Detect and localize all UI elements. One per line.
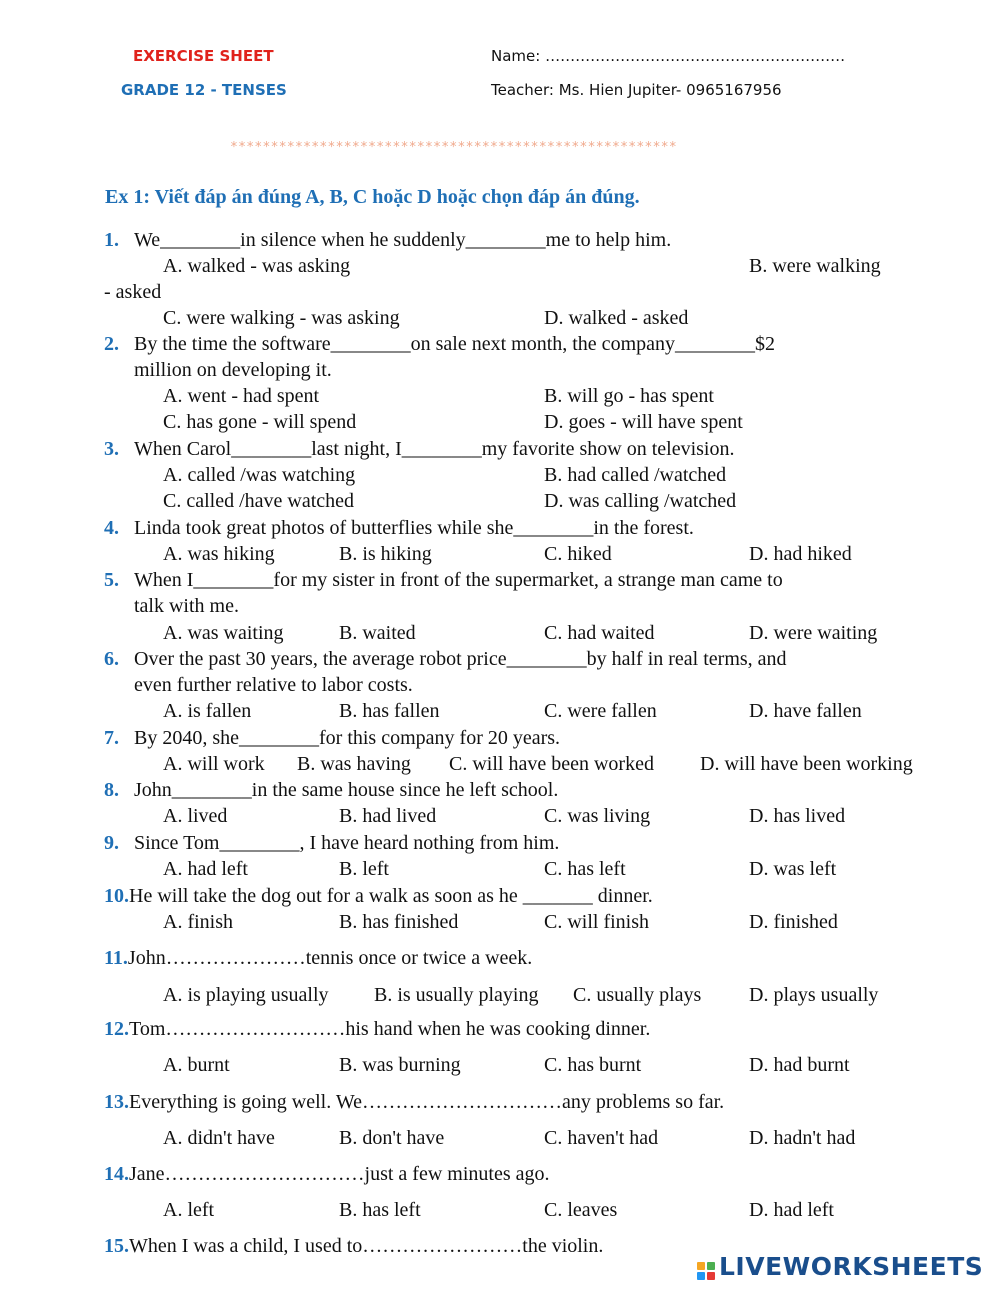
question-number: 2. [104,333,119,355]
question-2 [104,331,775,357]
question-9 [104,830,560,856]
question-number: 13. [104,1091,129,1113]
option-a[interactable]: A. walked - was asking [163,255,351,277]
question-text-line2: million on developing it. [134,359,332,381]
option-c[interactable]: C. was living [544,805,651,827]
option-d[interactable]: D. had burnt [749,1054,850,1076]
teacher-info: Teacher: Ms. Hien Jupiter- 0965167956 [491,81,782,99]
option-b[interactable]: B. were walking [749,255,881,277]
option-c[interactable]: C. has left [544,858,626,880]
sheet-title: EXERCISE SHEET [133,47,274,65]
option-c[interactable]: C. will finish [544,911,650,933]
question-text: Tom………………………his hand when he was cooking dinner. [129,1018,651,1040]
question-11 [104,945,532,971]
question-text-line2: even further relative to labor costs. [134,674,413,696]
question-text: When I was a child, I used to……………………the violin. [129,1235,604,1257]
question-text: John________in the same house since he left school. [134,779,559,801]
option-b[interactable]: B. was burning [339,1054,461,1076]
question-number: 10. [104,885,129,907]
question-text: Over the past 30 years, the average robot price________by half in real terms, and [134,648,787,670]
question-number: 14. [104,1163,129,1185]
question-text: John…………………tennis once or twice a week. [127,947,533,969]
question-text: Jane…………………………just a few minutes ago. [129,1163,550,1185]
option-d[interactable]: D. has lived [749,805,846,827]
question-3 [104,436,735,462]
question-6 [104,646,787,672]
option-a[interactable]: A. was waiting [163,622,284,644]
option-a[interactable]: A. is fallen [163,700,252,722]
option-b[interactable]: B. don't have [339,1127,445,1149]
option-a[interactable]: A. was hiking [163,543,275,565]
option-b[interactable]: B. is hiking [339,543,432,565]
question-text: We________in silence when he suddenly________me to help him. [134,229,672,251]
option-b[interactable]: B. is usually playing [374,984,539,1006]
option-b[interactable]: B. was having [297,753,411,775]
question-text: By 2040, she________for this company for 20 years. [134,727,561,749]
question-5 [104,567,783,593]
question-text: Everything is going well. We…………………………any problems so far. [129,1091,725,1113]
option-c[interactable]: C. called /have watched [163,490,355,512]
question-14 [104,1161,550,1187]
question-12 [104,1016,650,1042]
option-c[interactable]: C. had waited [544,622,655,644]
grade-title: GRADE 12 - TENSES [121,81,287,99]
logo-grid-icon [697,1262,715,1280]
option-c[interactable]: C. hiked [544,543,612,565]
option-a[interactable]: A. is playing usually [163,984,329,1006]
option-d[interactable]: D. finished [749,911,838,933]
logo-text: LIVEWORKSHEETS [719,1252,984,1281]
question-text: Linda took great photos of butterflies while she________in the forest. [134,517,694,539]
question-text-line2: talk with me. [134,595,239,617]
option-b[interactable]: B. left [339,858,389,880]
option-c[interactable]: C. has gone - will spend [163,411,357,433]
option-b[interactable]: B. had called /watched [544,464,727,486]
question-8 [104,777,559,803]
option-d[interactable]: D. had left [749,1199,834,1221]
option-d[interactable]: D. walked - asked [544,307,689,329]
option-d[interactable]: D. were waiting [749,622,878,644]
question-number: 8. [104,779,119,801]
question-number: 9. [104,832,119,854]
option-d[interactable]: D. was left [749,858,837,880]
exercise-title: Ex 1: Viết đáp án đúng A, B, C hoặc D hoặc chọn đáp án đúng. [105,186,640,208]
option-a[interactable]: A. will work [163,753,265,775]
question-number: 5. [104,569,119,591]
option-a[interactable]: A. didn't have [163,1127,275,1149]
question-number: 3. [104,438,119,460]
option-b[interactable]: B. has finished [339,911,459,933]
option-a[interactable]: A. burnt [163,1054,230,1076]
option-b[interactable]: B. has left [339,1199,421,1221]
question-text: He will take the dog out for a walk as soon as he _______ dinner. [129,885,653,907]
question-15 [104,1233,603,1259]
question-13 [104,1089,724,1115]
option-d[interactable]: D. had hiked [749,543,852,565]
option-a[interactable]: A. finish [163,911,233,933]
question-number: 15. [104,1235,129,1257]
question-text: When Carol________last night, I________my favorite show on television. [134,438,735,460]
question-7 [104,725,561,751]
option-a[interactable]: A. went - had spent [163,385,320,407]
question-1 [104,227,672,253]
option-d[interactable]: D. plays usually [749,984,879,1006]
question-number: 6. [104,648,119,670]
option-a[interactable]: A. called /was watching [163,464,356,486]
option-a[interactable]: A. left [163,1199,215,1221]
question-number: 4. [104,517,119,539]
question-text: Since Tom________, I have heard nothing from him. [134,832,560,854]
question-text: By the time the software________on sale next month, the company________$2 [134,333,775,355]
option-c[interactable]: C. were fallen [544,700,657,722]
option-c[interactable]: C. has burnt [544,1054,642,1076]
question-number: 7. [104,727,119,749]
option-c[interactable]: C. haven't had [544,1127,659,1149]
option-b[interactable]: B. has fallen [339,700,440,722]
option-a[interactable]: A. lived [163,805,228,827]
question-10 [104,883,653,909]
divider-stars: ******************************************************* [230,140,677,155]
liveworksheets-logo[interactable] [697,1252,983,1281]
option-a[interactable]: A. had left [163,858,248,880]
question-text: When I________for my sister in front of the supermarket, a strange man came to [134,569,783,591]
option-d[interactable]: D. will have been working [700,753,913,775]
question-number: 1. [104,229,119,251]
question-number: 11. [104,947,128,969]
option-c[interactable]: C. will have been worked [449,753,654,775]
option-d[interactable]: D. hadn't had [749,1127,856,1149]
option-b-continued: - asked [104,281,162,303]
question-number: 12. [104,1018,129,1040]
option-d[interactable]: D. have fallen [749,700,862,722]
question-4 [104,515,694,541]
option-b[interactable]: B. waited [339,622,416,644]
option-b[interactable]: B. will go - has spent [544,385,714,407]
option-c[interactable]: C. usually plays [573,984,702,1006]
option-d[interactable]: D. was calling /watched [544,490,737,512]
option-c[interactable]: C. were walking - was asking [163,307,400,329]
option-d[interactable]: D. goes - will have spent [544,411,743,433]
name-field-label: Name: …………………………………………………… [491,47,846,65]
option-b[interactable]: B. had lived [339,805,437,827]
option-c[interactable]: C. leaves [544,1199,618,1221]
